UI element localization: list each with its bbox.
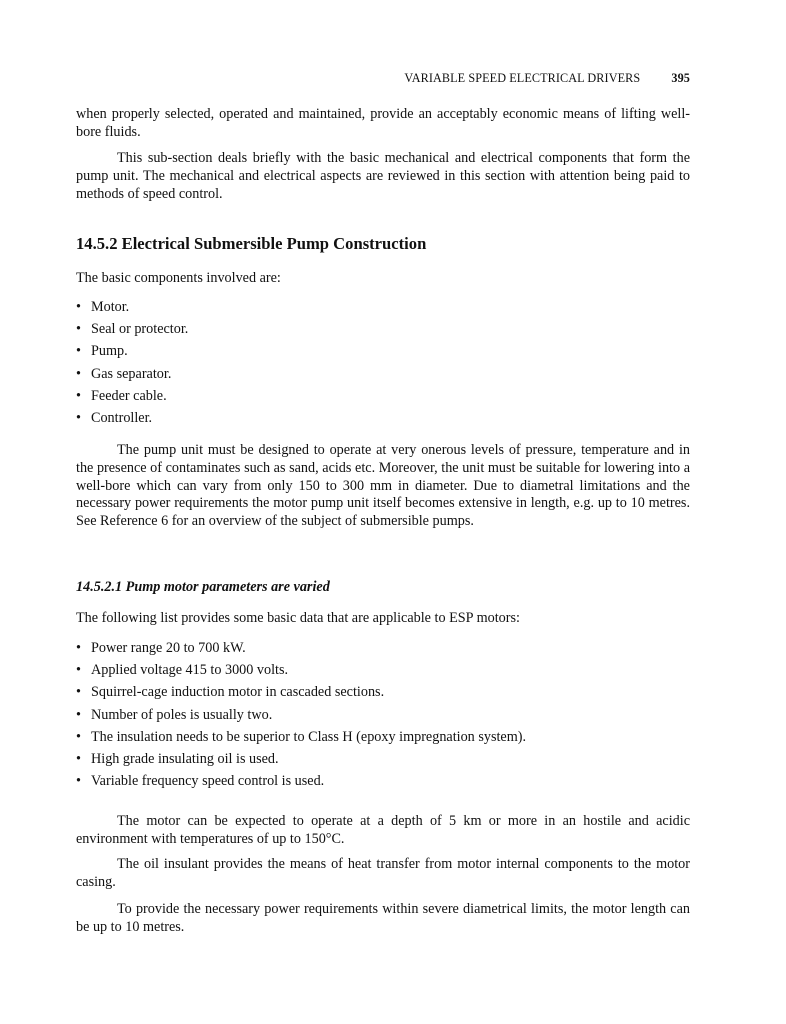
list-item-text: Power range 20 to 700 kW. (91, 640, 246, 656)
paragraph-oil-insulant: The oil insulant provides the means of heat transfer from motor internal components to the motor casing. (76, 856, 690, 890)
list-item-text: Number of poles is usually two. (91, 706, 273, 723)
bullet-icon: • (76, 387, 81, 404)
motor-data-list (76, 640, 526, 795)
list-item (76, 366, 188, 388)
bullet-icon: • (76, 343, 81, 360)
paragraph-pump-unit: The pump unit must be designed to operate at very onerous levels of pressure, temperature and in the presence of contaminates such as sand, acids etc. Moreover, the unit must be suitable for lowering into a well-bore which can vary from only 150 to 300 mm in diameter. Due to diametral limitations and the necessary power requirements the motor pump unit itself becomes extensive in length, e.g. up to 10 metres. See Reference 6 for an overview of the subject of submersible pumps. (76, 442, 690, 530)
list-item (76, 388, 188, 410)
list-item (76, 640, 526, 662)
paragraph-components-intro: The basic components involved are: (76, 270, 281, 286)
list-item-text: Applied voltage 415 to 3000 volts. (91, 662, 289, 679)
list-item-text: Motor. (91, 299, 130, 315)
components-list (76, 299, 188, 430)
list-item (76, 321, 188, 343)
paragraph-motor-length: To provide the necessary power requirements within severe diametrical limits, the motor length can be up to 10 metres. (76, 901, 690, 935)
list-item (76, 410, 188, 430)
bullet-icon: • (76, 773, 81, 790)
list-item-text: Pump. (91, 343, 128, 360)
list-item-text: Gas separator. (91, 365, 172, 382)
paragraph-subsection-intro: This sub-section deals briefly with the basic mechanical and electrical components that form the pump unit. The mechanical and electrical aspects are reviewed in this section with attention being paid to methods of speed control. (76, 150, 690, 202)
list-item (76, 299, 188, 321)
list-item (76, 751, 526, 773)
bullet-icon: • (76, 365, 81, 382)
list-item (76, 707, 526, 729)
subsection-heading: 14.5.2.1 Pump motor parameters are varied (76, 579, 330, 595)
bullet-icon: • (76, 662, 81, 679)
list-item (76, 773, 526, 795)
paragraph-motor-environment: The motor can be expected to operate at a depth of 5 km or more in an hostile and acidic environment with temperatures of up to 150°C. (76, 813, 690, 847)
paragraph-motor-data-intro: The following list provides some basic data that are applicable to ESP motors: (76, 610, 520, 626)
running-header (404, 71, 690, 86)
list-item (76, 343, 188, 365)
list-item (76, 729, 526, 751)
list-item-text: Controller. (91, 409, 153, 426)
list-item-text: High grade insulating oil is used. (91, 750, 279, 767)
running-header-title: VARIABLE SPEED ELECTRICAL DRIVERS (404, 71, 641, 85)
bullet-icon: • (76, 706, 81, 723)
list-item-text: Seal or protector. (91, 321, 189, 338)
bullet-icon: • (76, 299, 81, 315)
list-item-text: Feeder cable. (91, 387, 167, 404)
bullet-icon: • (76, 640, 81, 656)
list-item (76, 684, 526, 706)
section-heading: 14.5.2 Electrical Submersible Pump Construction (76, 234, 427, 253)
page-number: 395 (671, 71, 690, 85)
bullet-icon: • (76, 728, 81, 745)
list-item (76, 662, 526, 684)
bullet-icon: • (76, 409, 81, 426)
paragraph-continuation: when properly selected, operated and maintained, provide an acceptably economic means of lifting well-bore fluids. (76, 106, 690, 140)
bullet-icon: • (76, 684, 81, 701)
bullet-icon: • (76, 750, 81, 767)
list-item-text: The insulation needs to be superior to Class H (epoxy impregnation system). (91, 728, 527, 745)
list-item-text: Squirrel-cage induction motor in cascaded sections. (91, 684, 385, 701)
list-item-text: Variable frequency speed control is used. (91, 773, 325, 790)
bullet-icon: • (76, 321, 81, 338)
